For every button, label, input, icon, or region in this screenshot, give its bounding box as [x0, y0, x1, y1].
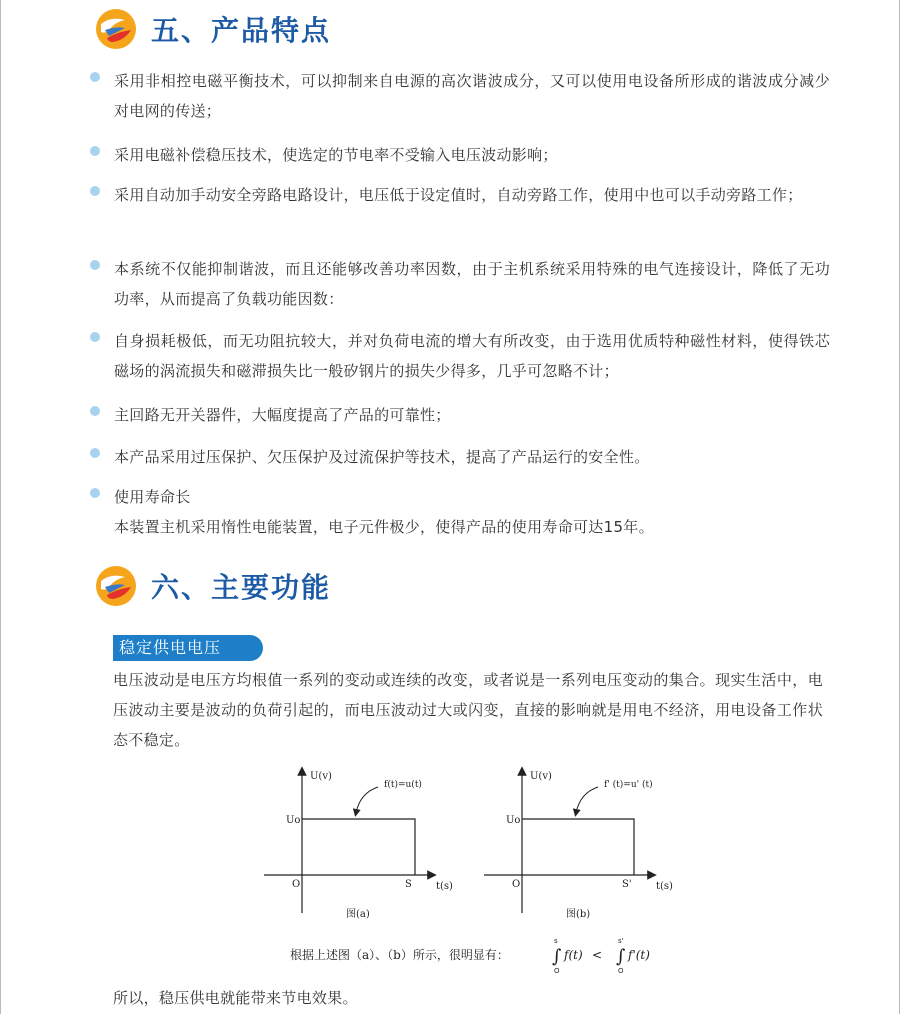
formula-prefix: 根据上述图（a）、（b）所示，很明显有： — [290, 948, 509, 962]
formula-line — [290, 935, 690, 975]
company-logo-icon — [95, 565, 137, 607]
feature-text: 本系统不仅能抑制谐波，而且还能够改善功率因数，由于主机系统采用特殊的电气连接设计，降低了无功功率，从而提高了负载功能因数： — [114, 260, 830, 308]
function-paragraph: 电压波动是电压方均根值一系列的变动或连续的改变，或者说是一系列电压变动的集合。现实生活中，电压波动主要是波动的负荷引起的，而电压波动过大或闪变，直接的影响就是用电不经济，用电设备工作状态不稳定。 — [113, 671, 823, 749]
level-label: Uo — [506, 815, 521, 826]
bullet-dot-icon — [90, 488, 100, 498]
end-label: S' — [622, 879, 632, 890]
origin-label: O — [292, 879, 301, 890]
end-label: S — [405, 879, 412, 890]
feature-text: 主回路无开关器件，大幅度提高了产品的可靠性； — [114, 406, 451, 424]
section-title: 五、产品特点 — [151, 14, 332, 47]
integral-upper: s — [554, 937, 558, 945]
pulse-shape — [522, 819, 634, 875]
feature-text: 采用自动加手动安全旁路电路设计，电压低于设定值时，自动旁路工作，使用中也可以手动旁路工作； — [114, 186, 803, 204]
bullet-dot-icon — [90, 448, 100, 458]
integral-lower: O — [554, 967, 560, 975]
level-label: Uo — [286, 815, 301, 826]
diagram-a — [260, 765, 470, 925]
integral-upper: s' — [618, 937, 624, 945]
diagram-caption: 图(b) — [566, 909, 591, 920]
feature-text: 自身损耗极低，而无功阻抗较大，并对负荷电流的增大有所改变，由于选用优质特种磁性材料，使得铁芯磁场的涡流损失和磁滞损失比一般矽钢片的损失少得多，几乎可忽略不计； — [114, 332, 830, 380]
list-item — [90, 326, 830, 386]
formula-label: f(t)=u(t) — [384, 780, 422, 790]
origin-label: O — [512, 879, 521, 890]
bullet-dot-icon — [90, 332, 100, 342]
feature-text: 采用电磁补偿稳压技术，使选定的节电率不受输入电压波动影响； — [114, 146, 558, 164]
y-axis-label: U(v) — [310, 771, 332, 782]
integral-sign-icon: ∫ — [552, 946, 562, 967]
feature-text: 使用寿命长 — [114, 488, 191, 506]
feature-text: 本产品采用过压保护、欠压保护及过流保护等技术，提高了产品运行的安全性。 — [114, 448, 650, 466]
list-item — [90, 254, 830, 314]
bullet-dot-icon — [90, 186, 100, 196]
section-heading-features — [95, 8, 331, 50]
diagram-b — [480, 765, 690, 925]
feature-subtext: 本装置主机采用惰性电能装置，电子元件极少，使得产品的使用寿命可达15年。 — [114, 518, 654, 536]
bullet-dot-icon — [90, 406, 100, 416]
list-item — [90, 442, 830, 472]
bullet-dot-icon — [90, 260, 100, 270]
bullet-dot-icon — [90, 72, 100, 82]
section-heading-functions — [95, 565, 331, 607]
section-title: 六、主要功能 — [151, 571, 332, 604]
pointer-arrow — [356, 787, 378, 813]
list-item — [90, 482, 830, 542]
x-axis-label: t(s) — [436, 881, 453, 892]
company-logo-icon — [95, 8, 137, 50]
formula-label: f' (t)=u' (t) — [604, 780, 653, 790]
page-edge-left — [0, 0, 1, 1014]
integral-sign-icon: ∫ — [616, 946, 626, 967]
bullet-dot-icon — [90, 146, 100, 156]
list-item — [90, 140, 830, 170]
integral-body: f(t) — [564, 948, 583, 962]
list-item — [90, 400, 830, 430]
integral-body: f'(t) — [628, 948, 650, 962]
list-item — [90, 66, 830, 126]
list-item — [90, 180, 830, 210]
conclusion-text: 所以，稳压供电就能带来节电效果。 — [113, 989, 358, 1007]
x-axis-label: t(s) — [656, 881, 673, 892]
feature-text: 采用非相控电磁平衡技术，可以抑制来自电源的高次谐波成分，又可以使用电设备所形成的谐波成分减少对电网的传送； — [114, 72, 830, 120]
less-than-operator: < — [592, 948, 603, 962]
diagram-caption: 图(a) — [346, 909, 370, 920]
pulse-shape — [302, 819, 415, 875]
integral-lower: O — [618, 967, 624, 975]
pointer-arrow — [576, 787, 598, 813]
function-tag: 稳定供电电压 — [113, 635, 263, 661]
y-axis-label: U(v) — [530, 771, 552, 782]
